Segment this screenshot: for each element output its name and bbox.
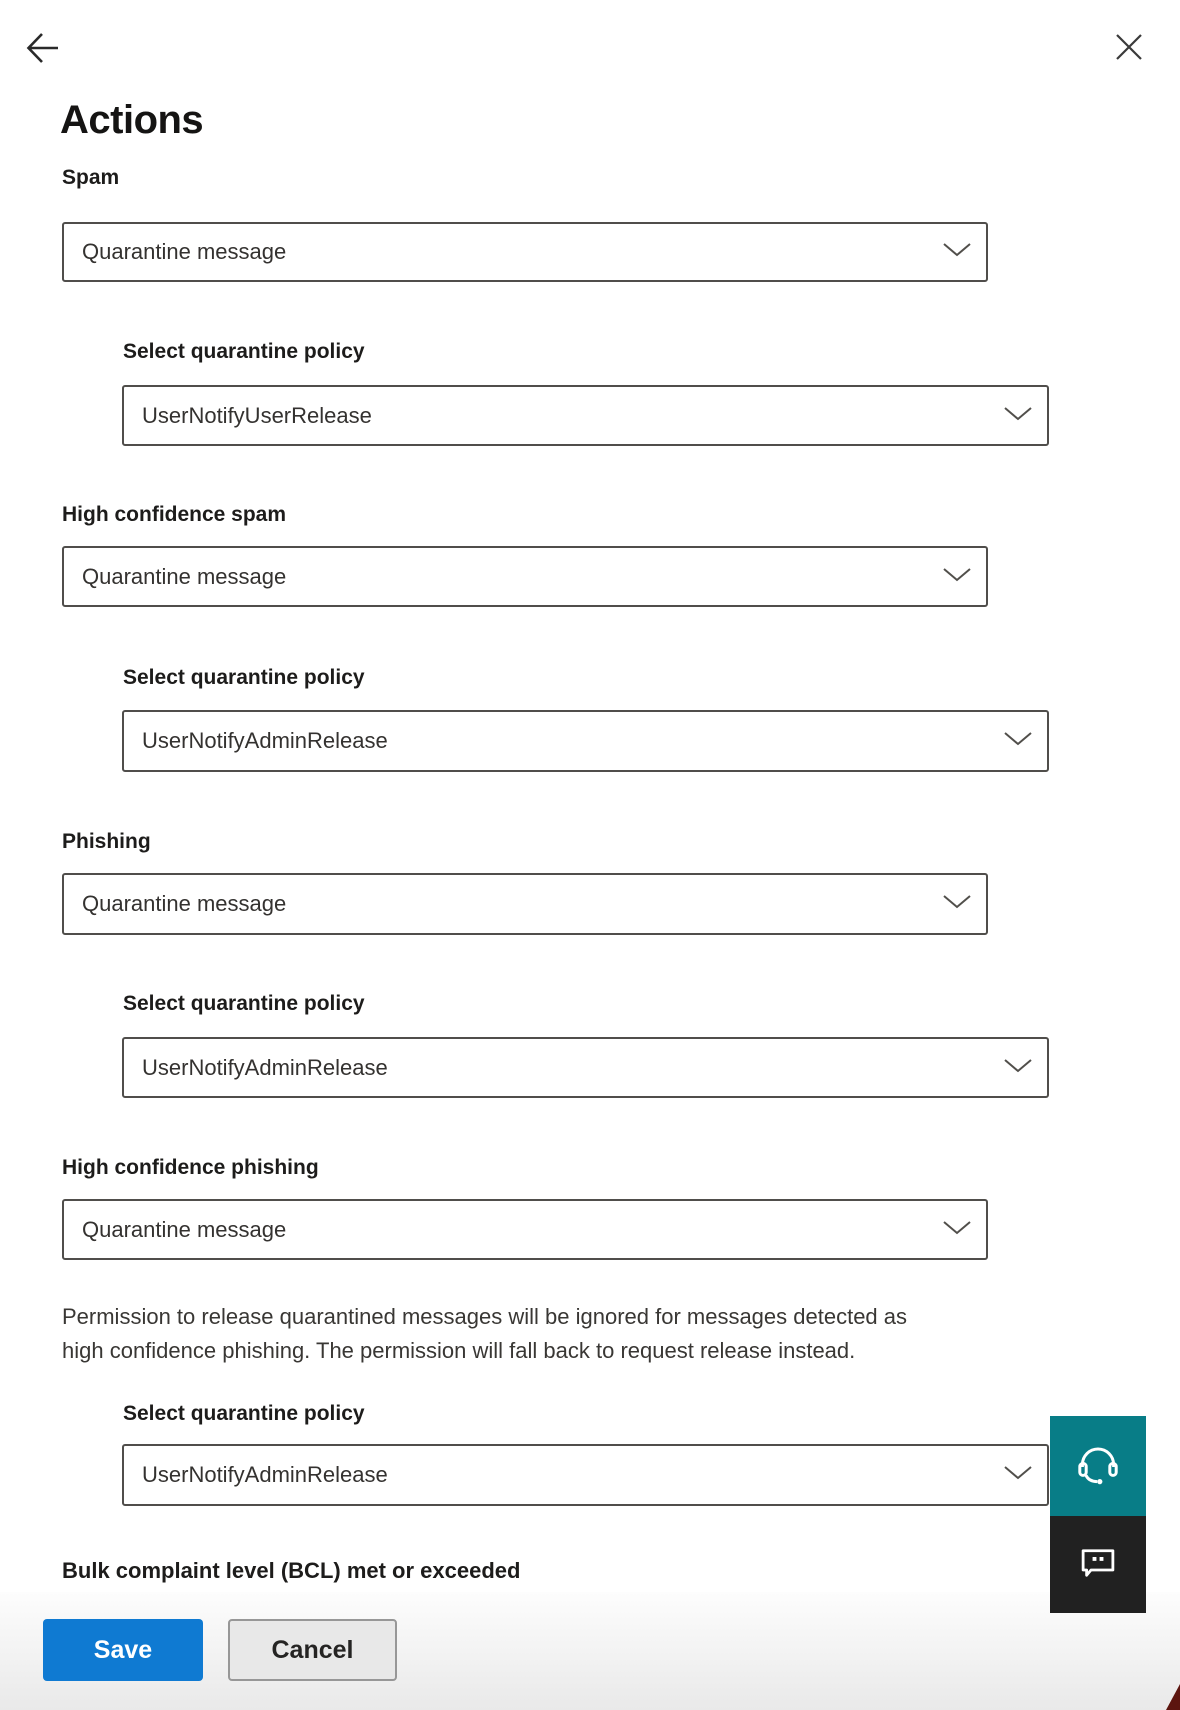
- section-label-high-confidence-spam: High confidence spam: [62, 503, 287, 526]
- dropdown-value: Quarantine message: [82, 239, 287, 264]
- dropdown-value: UserNotifyAdminRelease: [142, 1054, 388, 1080]
- chevron-down-icon: [942, 567, 972, 587]
- dropdown-value: UserNotifyUserRelease: [142, 402, 372, 428]
- chevron-down-icon: [942, 894, 972, 914]
- section-label-phishing: Phishing: [62, 830, 151, 853]
- chevron-down-icon: [1003, 406, 1033, 426]
- close-button[interactable]: [1114, 32, 1144, 62]
- high-confidence-spam-action-dropdown[interactable]: [62, 546, 988, 607]
- dropdown-value: UserNotifyAdminRelease: [142, 728, 388, 753]
- dropdown-value: Quarantine message: [82, 891, 287, 916]
- help-widget-button[interactable]: [1050, 1416, 1146, 1516]
- chat-bubble-icon: [1077, 1542, 1119, 1587]
- screen-corner-artifact: [1166, 1684, 1180, 1710]
- high-confidence-spam-quarantine-policy-dropdown[interactable]: [122, 710, 1049, 772]
- bulk-complaint-section-label: Bulk complaint level (BCL) met or exceeded: [62, 1558, 521, 1583]
- phishing-action-dropdown[interactable]: [62, 873, 988, 935]
- policy-label-spam: Select quarantine policy: [123, 340, 365, 363]
- chevron-down-icon: [1003, 731, 1033, 751]
- dropdown-value: Quarantine message: [82, 1216, 287, 1242]
- policy-label-phishing: Select quarantine policy: [123, 992, 365, 1015]
- save-button[interactable]: Save: [43, 1619, 203, 1681]
- spam-action-dropdown[interactable]: [62, 222, 988, 282]
- headset-icon: [1074, 1441, 1122, 1492]
- high-confidence-phishing-quarantine-policy-dropdown[interactable]: [122, 1444, 1049, 1506]
- chevron-down-icon: [1003, 1058, 1033, 1078]
- dropdown-value: Quarantine message: [82, 563, 287, 589]
- dropdown-value: UserNotifyAdminRelease: [142, 1462, 388, 1487]
- chevron-down-icon: [942, 1220, 972, 1240]
- chevron-down-icon: [1003, 1465, 1033, 1485]
- close-icon: [1114, 50, 1144, 65]
- feedback-widget-button[interactable]: [1050, 1516, 1146, 1613]
- policy-label-high-confidence-spam: Select quarantine policy: [123, 666, 365, 689]
- note-line: Permission to release quarantined messages will be ignored for messages detected as: [62, 1304, 908, 1329]
- section-label-spam: Spam: [62, 166, 120, 189]
- phishing-quarantine-policy-dropdown[interactable]: [122, 1037, 1049, 1098]
- spam-quarantine-policy-dropdown[interactable]: [122, 385, 1049, 446]
- cancel-button[interactable]: Cancel: [228, 1619, 397, 1681]
- policy-label-high-confidence-phishing: Select quarantine policy: [123, 1402, 365, 1425]
- back-button[interactable]: [24, 28, 62, 68]
- page-title: Actions: [60, 98, 204, 142]
- note-line: high confidence phishing. The permission will fall back to request release instead.: [62, 1338, 856, 1363]
- chevron-down-icon: [942, 242, 972, 262]
- section-label-high-confidence-phishing: High confidence phishing: [62, 1156, 319, 1179]
- high-confidence-phishing-action-dropdown[interactable]: [62, 1199, 988, 1260]
- arrow-left-icon: [24, 56, 62, 71]
- high-confidence-phishing-note: [62, 1300, 907, 1368]
